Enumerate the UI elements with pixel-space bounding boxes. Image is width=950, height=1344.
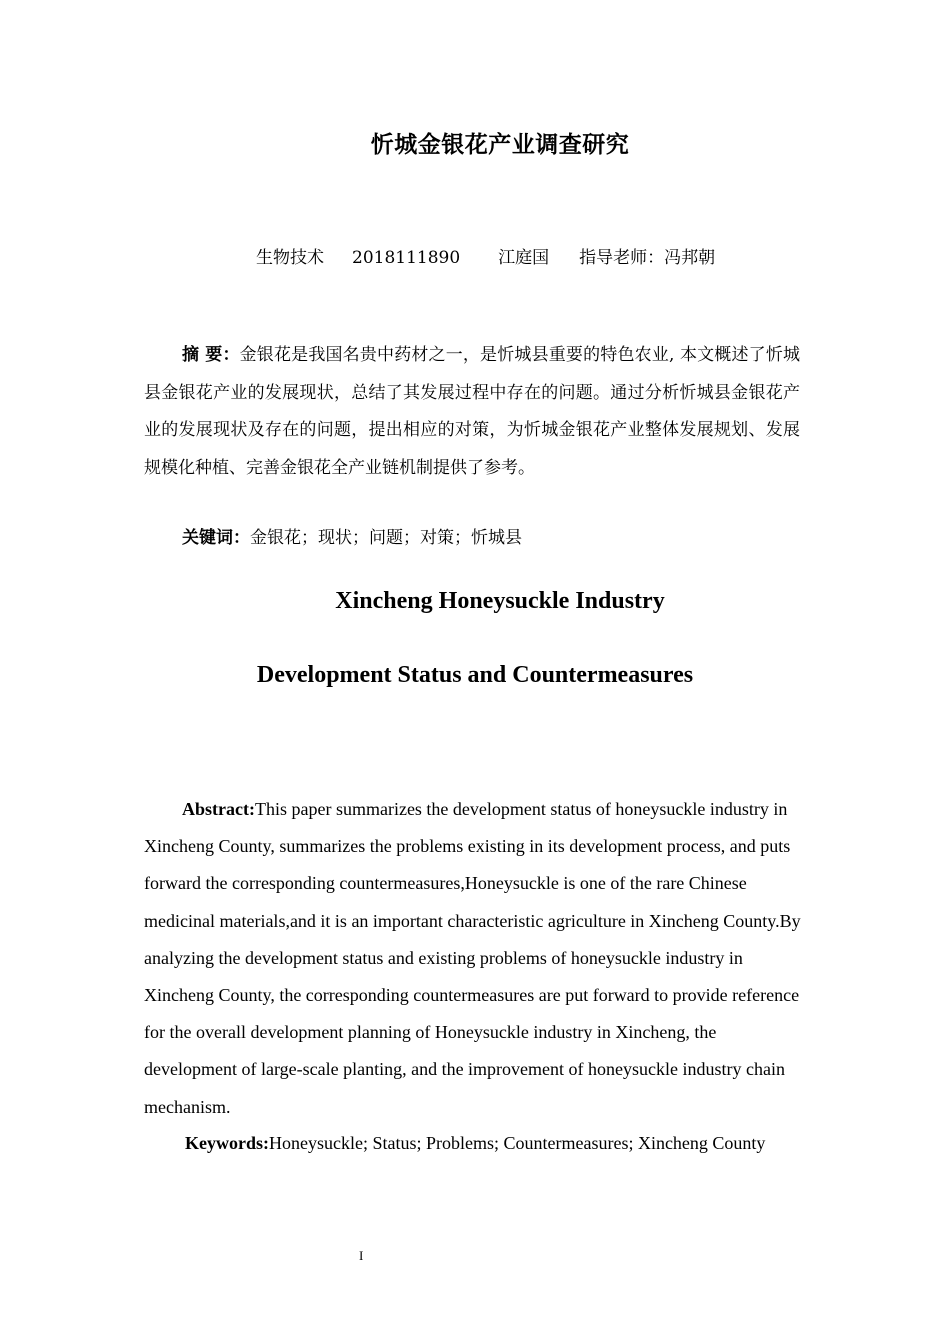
page-number: I bbox=[359, 1248, 364, 1263]
english-abstract-text: This paper summarizes the development status of honeysuckle industry in Xincheng County, summarizes the problems existing in its development process, and puts forward the corresponding countermeasures,Honeysuckle is one of the rare Chinese medicinal materials,and it is an important characteristic agriculture in Xincheng County.By analyzing the development status and existing problems of honeysuckle industry in Xincheng County, the corresponding countermeasures are put forward to provide reference for the overall development planning of Honeysuckle industry in Xincheng, the development of large-scale planting, and the improvement of honeysuckle industry chain mechanism. bbox=[144, 799, 801, 1117]
chinese-abstract-text: 金银花是我国名贵中药材之一，是忻城县重要的特色农业, 本文概述了忻城县金银花产业的发展现状，总结了其发展过程中存在的问题。通过分析忻城县金银花产业的发展现状及存在的问题，提出相应的对策，为忻城金银花产业整体发展规划、发展规模化种植、完善金银花全产业链机制提供了参考。 bbox=[144, 345, 801, 478]
chinese-abstract bbox=[144, 337, 800, 487]
english-keywords bbox=[185, 1125, 765, 1162]
chinese-title: 忻城金银花产业调查研究 bbox=[370, 132, 630, 158]
chinese-keywords bbox=[182, 520, 522, 557]
english-keywords-text: Honeysuckle; Status; Problems; Countermeasures; Xincheng County bbox=[269, 1133, 766, 1153]
english-abstract bbox=[144, 791, 808, 1126]
chinese-keywords-text: 金银花；现状；问题；对策；忻城县 bbox=[250, 528, 522, 548]
author-major: 生物技术 bbox=[256, 248, 324, 268]
english-title-line-1: Xincheng Honeysuckle Industry bbox=[335, 588, 665, 614]
author-name: 江庭国 bbox=[498, 248, 550, 268]
english-keywords-label: Keywords: bbox=[185, 1133, 269, 1153]
author-student-id: 2018111890 bbox=[352, 248, 461, 268]
chinese-keywords-label: 关键词： bbox=[182, 528, 250, 548]
author-info-line bbox=[256, 243, 715, 268]
author-advisor: 指导老师：冯邦朝 bbox=[579, 248, 716, 268]
english-title-line-2: Development Status and Countermeasures bbox=[256, 662, 694, 688]
chinese-abstract-label: 摘 要： bbox=[182, 345, 240, 365]
english-abstract-label: Abstract: bbox=[182, 799, 255, 819]
